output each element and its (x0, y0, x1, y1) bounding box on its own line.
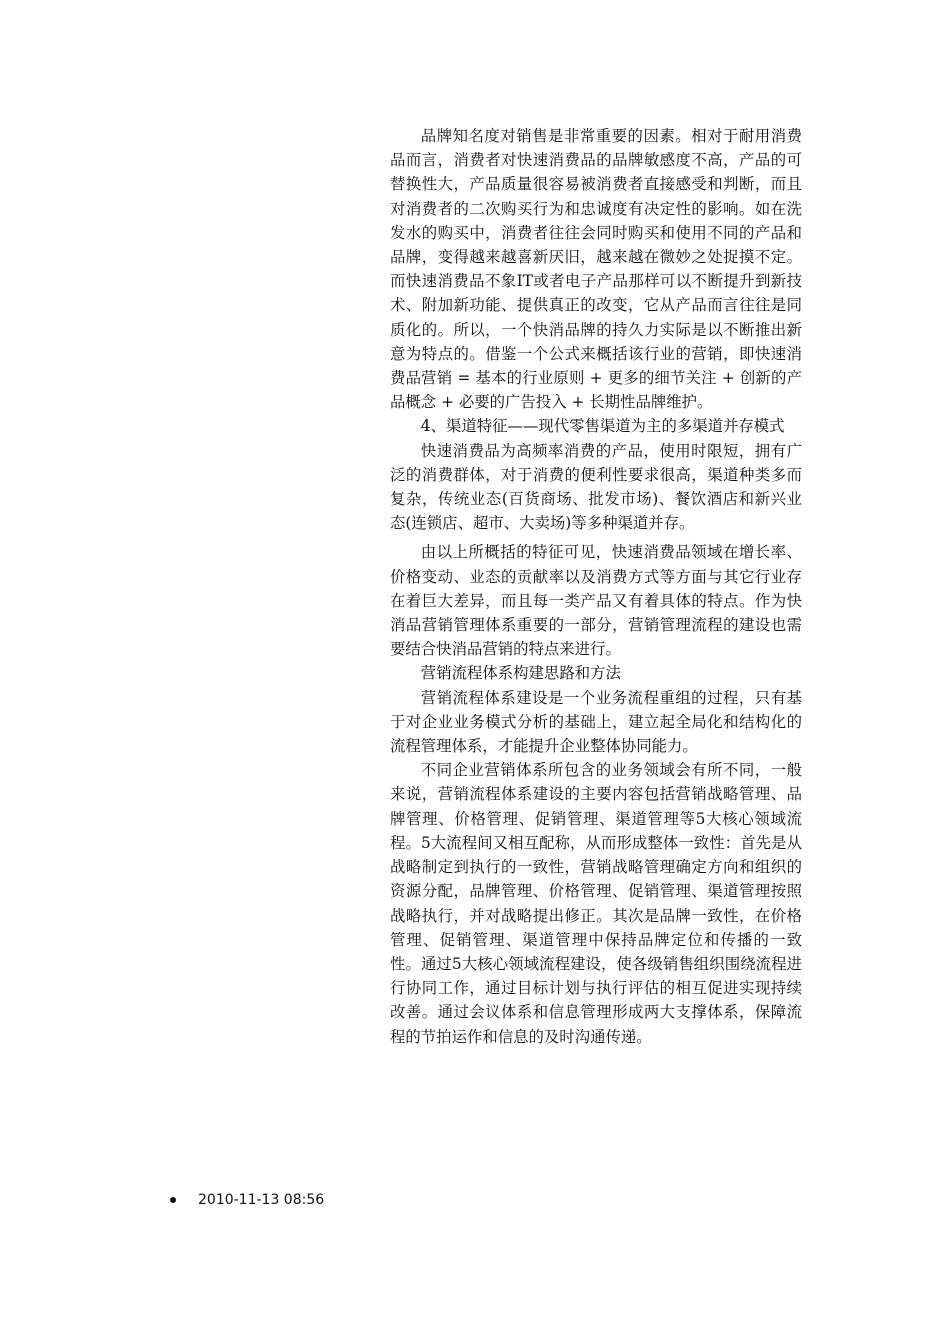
paragraph-brand-awareness: 品牌知名度对销售是非常重要的因素。相对于耐用消费品而言，消费者对快速消费品的品牌敏感度不高，产品的可替换性大，产品质量很容易被消费者直接感受和判断，而且对消费者的二次购买行为和忠诚度有决定性的影响。如在洗发水的购买中，消费者往往会同时购买和使用不同的产品和品牌，变得越来越喜新厌旧，越来越在微妙之处捉摸不定。而快速消费品不象IT或者电子产品那样可以不断提升到新技术、附加新功能、提供真正的改变，它从产品而言往往是同质化的。所以，一个快消品牌的持久力实际是以不断推出新意为特点的。借鉴一个公式来概括该行业的营销，即快速消费品营销 = 基本的行业原则 + 更多的细节关注 + 创新的产品概念 + 必要的广告投入 + 长期性品牌维护。 (390, 127, 802, 412)
paragraph-process-reengineering: 营销流程体系建设是一个业务流程重组的过程，只有基于对企业业务模式分析的基础上，建立起全局化和结构化的流程管理体系，才能提升企业整体协同能力。 (390, 688, 802, 756)
bullet-icon (170, 1197, 176, 1203)
post-timestamp: 2010-11-13 08:56 (198, 1192, 325, 1208)
paragraph-channel-heading: 4、渠道特征——现代零售渠道为主的多渠道并存模式 (420, 417, 785, 436)
section-heading-process-system: 营销流程体系构建思路和方法 (420, 664, 621, 683)
paragraph-core-domains: 不同企业营销体系所包含的业务领域会有所不同，一般来说，营销流程体系建设的主要内容包括营销战略管理、品牌管理、价格管理、促销管理、渠道管理等5大核心领域流程。5大流程间又相互配称，从而形成整体一致性：首先是从战略制定到执行的一致性，营销战略管理确定方向和组织的资源分配，品牌管理、价格管理、促销管理、渠道管理按照战略执行，并对战略提出修正。其次是品牌一致性，在价格管理、促销管理、渠道管理中保持品牌定位和传播的一致性。通过5大核心领域流程建设，使各级销售组织围绕流程进行协同工作，通过目标计划与执行评估的相互促进实现持续改善。通过会议体系和信息管理形成两大支撑体系，保障流程的节拍运作和信息的及时沟通传递。 (390, 761, 802, 1046)
paragraph-characteristics-summary: 由以上所概括的特征可见，快速消费品领域在增长率、价格变动、业态的贡献率以及消费方式等方面与其它行业存在着巨大差异，而且每一类产品又有着具体的特点。作为快消品营销管理体系重要的一部分，营销管理流程的建设也需要结合快消品营销的特点来进行。 (390, 543, 802, 659)
paragraph-channel-detail: 快速消费品为高频率消费的产品，使用时限短，拥有广泛的消费群体，对于消费的便利性要求很高，渠道种类多而复杂，传统业态(百货商场、批发市场)、餐饮酒店和新兴业态(连锁店、超市、大卖场)等多种渠道并存。 (390, 441, 802, 533)
article-body (390, 124, 802, 1049)
post-meta (170, 1190, 324, 1210)
